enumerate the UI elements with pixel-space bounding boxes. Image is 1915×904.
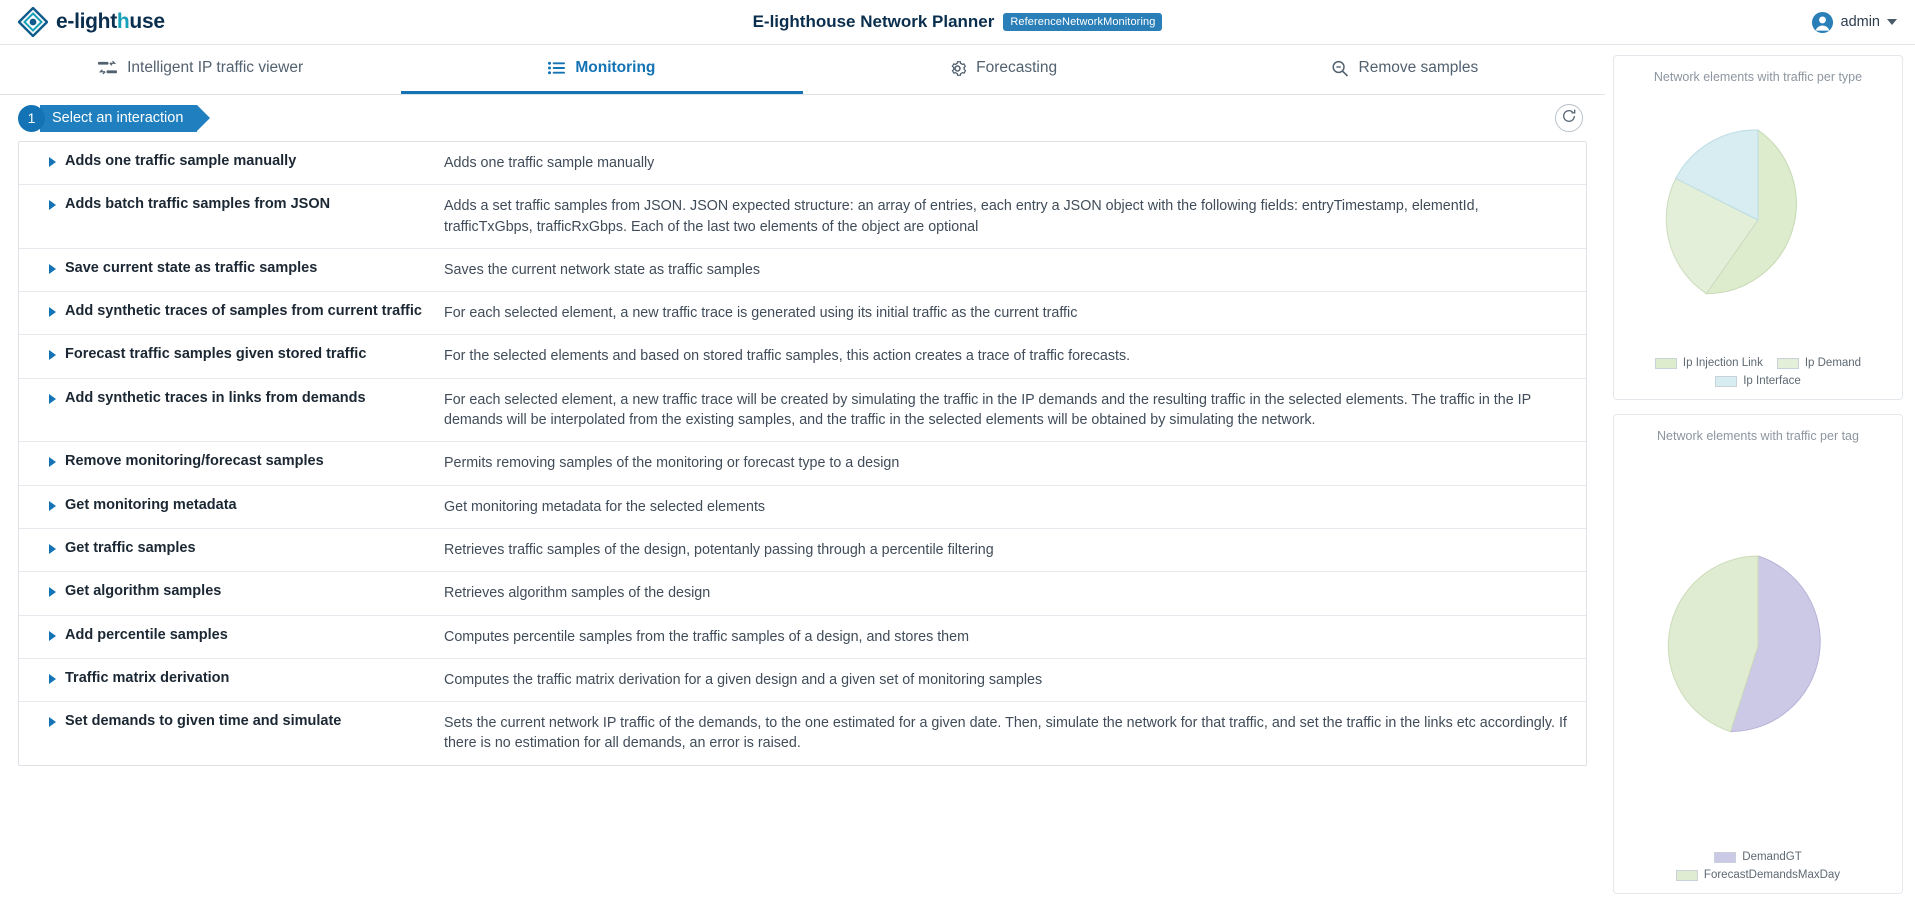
- interaction-description: Adds one traffic sample manually: [444, 155, 655, 171]
- table-row[interactable]: [19, 659, 1586, 702]
- table-row[interactable]: [19, 702, 1586, 765]
- table-row[interactable]: [19, 249, 1586, 292]
- chart-card-traffic-per-type: [1613, 55, 1903, 400]
- lighthouse-logo-icon: [18, 7, 48, 37]
- chart-card-traffic-per-tag: [1613, 414, 1903, 894]
- interaction-name: Traffic matrix derivation: [65, 669, 230, 686]
- legend-item[interactable]: [1655, 357, 1763, 369]
- main-tabs: [0, 45, 1605, 95]
- tab-monitoring[interactable]: [401, 45, 802, 94]
- refresh-button[interactable]: [1555, 104, 1583, 132]
- row-name-cell: [19, 292, 444, 330]
- chart-title: Network elements with traffic per type: [1653, 70, 1863, 84]
- table-row[interactable]: [19, 292, 1586, 335]
- table-row[interactable]: [19, 616, 1586, 659]
- reference-badge[interactable]: ReferenceNetworkMonitoring: [1003, 13, 1162, 31]
- row-name-cell: [19, 379, 444, 417]
- app-header: [0, 0, 1915, 45]
- traffic-viewer-icon: [98, 60, 117, 76]
- tab-label: Forecasting: [976, 59, 1058, 76]
- step-number: 1: [18, 105, 45, 132]
- brand-name: e-lighthuse: [56, 10, 165, 33]
- refresh-icon: [1561, 108, 1577, 129]
- row-name-cell: [19, 616, 444, 654]
- search-remove-icon: [1331, 60, 1349, 77]
- chevron-right-icon[interactable]: [49, 157, 56, 167]
- app-title: E-lighthouse Network Planner: [752, 12, 995, 31]
- tab-label: Remove samples: [1358, 59, 1479, 76]
- row-name-cell: [19, 335, 444, 373]
- row-name-cell: [19, 486, 444, 524]
- tab-forecasting[interactable]: [803, 45, 1204, 94]
- chevron-right-icon[interactable]: [49, 674, 56, 684]
- table-row[interactable]: [19, 572, 1586, 615]
- monitoring-list-icon: [548, 61, 565, 75]
- row-name-cell: [19, 529, 444, 567]
- row-name-cell: [19, 185, 444, 223]
- interaction-name: Add percentile samples: [65, 626, 228, 643]
- interaction-description: Retrieves traffic samples of the design, potentanly passing through a percentile filtering: [444, 541, 994, 558]
- chart-title: Network elements with traffic per tag: [1657, 429, 1859, 443]
- table-row[interactable]: [19, 529, 1586, 572]
- chevron-right-icon[interactable]: [49, 587, 56, 597]
- chart-legend-tag: [1624, 851, 1892, 881]
- chevron-right-icon[interactable]: [49, 544, 56, 554]
- interaction-description: For each selected element, a new traffic trace is generated using its initial traffic as the current traffic: [444, 305, 1078, 322]
- table-row[interactable]: [19, 486, 1586, 529]
- interaction-name: Remove monitoring/forecast samples: [65, 453, 324, 470]
- interaction-description: Saves the current network state as traffic samples: [444, 261, 760, 278]
- chevron-right-icon[interactable]: [49, 457, 56, 467]
- chart-legend-type: [1624, 357, 1892, 387]
- tab-intelligent-ip-traffic-viewer[interactable]: [0, 45, 401, 94]
- interaction-description: Computes the traffic matrix derivation for a given design and a given set of monitoring samples: [444, 671, 1043, 688]
- interaction-name: Add synthetic traces in links from demands: [65, 389, 366, 406]
- interaction-name: Save current state as traffic samples: [65, 259, 318, 276]
- main-column: [0, 45, 1605, 904]
- legend-swatch-icon: [1714, 852, 1736, 863]
- table-row[interactable]: [19, 442, 1586, 485]
- interaction-description: Retrieves algorithm samples of the design: [444, 585, 711, 602]
- legend-item[interactable]: [1714, 851, 1801, 863]
- interaction-description: For the selected elements and based on stored traffic samples, this action creates a trace of traffic forecasts.: [444, 348, 1131, 365]
- interaction-name: Forecast traffic samples given stored traffic: [65, 346, 367, 363]
- step-label: Select an interaction: [40, 105, 197, 132]
- row-name-cell: [19, 442, 444, 480]
- pie-chart-type[interactable]: [1658, 90, 1858, 349]
- table-row[interactable]: [19, 142, 1586, 185]
- legend-swatch-icon: [1715, 376, 1737, 387]
- legend-label: DemandGT: [1742, 851, 1802, 863]
- chevron-right-icon[interactable]: [49, 264, 56, 274]
- table-row[interactable]: [19, 379, 1586, 443]
- interactions-table: [18, 141, 1587, 766]
- chevron-right-icon[interactable]: [49, 307, 56, 317]
- brand-logo[interactable]: [18, 7, 165, 37]
- interaction-description: Permits removing samples of the monitoring or forecast type to a design: [444, 455, 900, 472]
- interaction-description: Sets the current network IP traffic of the demands, to the one estimated for a given date. Then, simulate the network for that traffic, and set the traffic in the links etc accordingly. If there is no estimation for all demands, an error is raised.: [444, 715, 1567, 752]
- chevron-right-icon[interactable]: [49, 631, 56, 641]
- legend-swatch-icon: [1777, 358, 1799, 369]
- legend-item[interactable]: [1715, 375, 1801, 387]
- row-name-cell: [19, 142, 444, 180]
- chevron-right-icon[interactable]: [49, 394, 56, 404]
- chevron-down-icon[interactable]: [1887, 19, 1897, 25]
- interaction-description: Get monitoring metadata for the selected elements: [444, 498, 766, 515]
- legend-swatch-icon: [1676, 870, 1698, 881]
- row-name-cell: [19, 659, 444, 697]
- interaction-name: Get traffic samples: [65, 539, 196, 556]
- interactions-table-wrap: [0, 141, 1605, 904]
- interaction-name: Add synthetic traces of samples from current traffic: [65, 303, 422, 320]
- gear-icon: [949, 60, 966, 77]
- user-label: admin: [1840, 14, 1880, 30]
- interaction-name: Set demands to given time and simulate: [65, 713, 342, 730]
- chevron-right-icon[interactable]: [49, 717, 56, 727]
- interaction-description: Adds a set traffic samples from JSON. JSON expected structure: an array of entries, each entry a JSON object with the following fields: entryTimestamp, elementId, trafficTxGbps, trafficRxGbps. Each of the last two elements of the object are optional: [444, 198, 1479, 235]
- table-row[interactable]: [19, 335, 1586, 378]
- row-name-cell: [19, 249, 444, 287]
- table-row[interactable]: [19, 185, 1586, 249]
- app-body: [0, 45, 1915, 904]
- chevron-right-icon[interactable]: [49, 501, 56, 511]
- interaction-name: Adds one traffic sample manually: [65, 153, 297, 169]
- chevron-right-icon[interactable]: [49, 200, 56, 210]
- tab-label: Intelligent IP traffic viewer: [127, 59, 304, 76]
- chevron-right-icon[interactable]: [49, 350, 56, 360]
- interaction-description: Computes percentile samples from the traffic samples of a design, and stores them: [444, 628, 969, 645]
- legend-swatch-icon: [1655, 358, 1677, 369]
- tab-label: Monitoring: [575, 59, 656, 76]
- header-title-group: [0, 0, 1915, 44]
- step-chip: [18, 105, 197, 132]
- row-name-cell: [19, 702, 444, 740]
- charts-sidebar: [1605, 45, 1915, 904]
- interaction-description: For each selected element, a new traffic trace will be created by simulating the traffic in the IP demands and the resulting traffic in the selected elements. The traffic in the IP demands will be interpolated from the existing samples, and the traffic in the selected elements will be obtained by simulating the network.: [444, 391, 1531, 429]
- tab-remove-samples[interactable]: [1204, 45, 1605, 94]
- user-menu[interactable]: [1811, 11, 1898, 34]
- legend-label: Ip Injection Link: [1682, 357, 1763, 369]
- legend-label: ForecastDemandsMaxDay: [1703, 869, 1841, 881]
- legend-label: Ip Demand: [1804, 357, 1862, 369]
- row-name-cell: [19, 572, 444, 610]
- interaction-name: Get algorithm samples: [65, 583, 222, 600]
- interaction-name: Adds batch traffic samples from JSON: [65, 196, 331, 213]
- legend-item[interactable]: [1676, 869, 1840, 881]
- pie-chart-tag[interactable]: [1658, 449, 1858, 843]
- legend-label: Ip Interface: [1743, 375, 1801, 387]
- interaction-name: Get monitoring metadata: [65, 496, 237, 513]
- avatar-icon: [1811, 11, 1834, 34]
- step-bar: [0, 95, 1605, 141]
- legend-item[interactable]: [1777, 357, 1861, 369]
